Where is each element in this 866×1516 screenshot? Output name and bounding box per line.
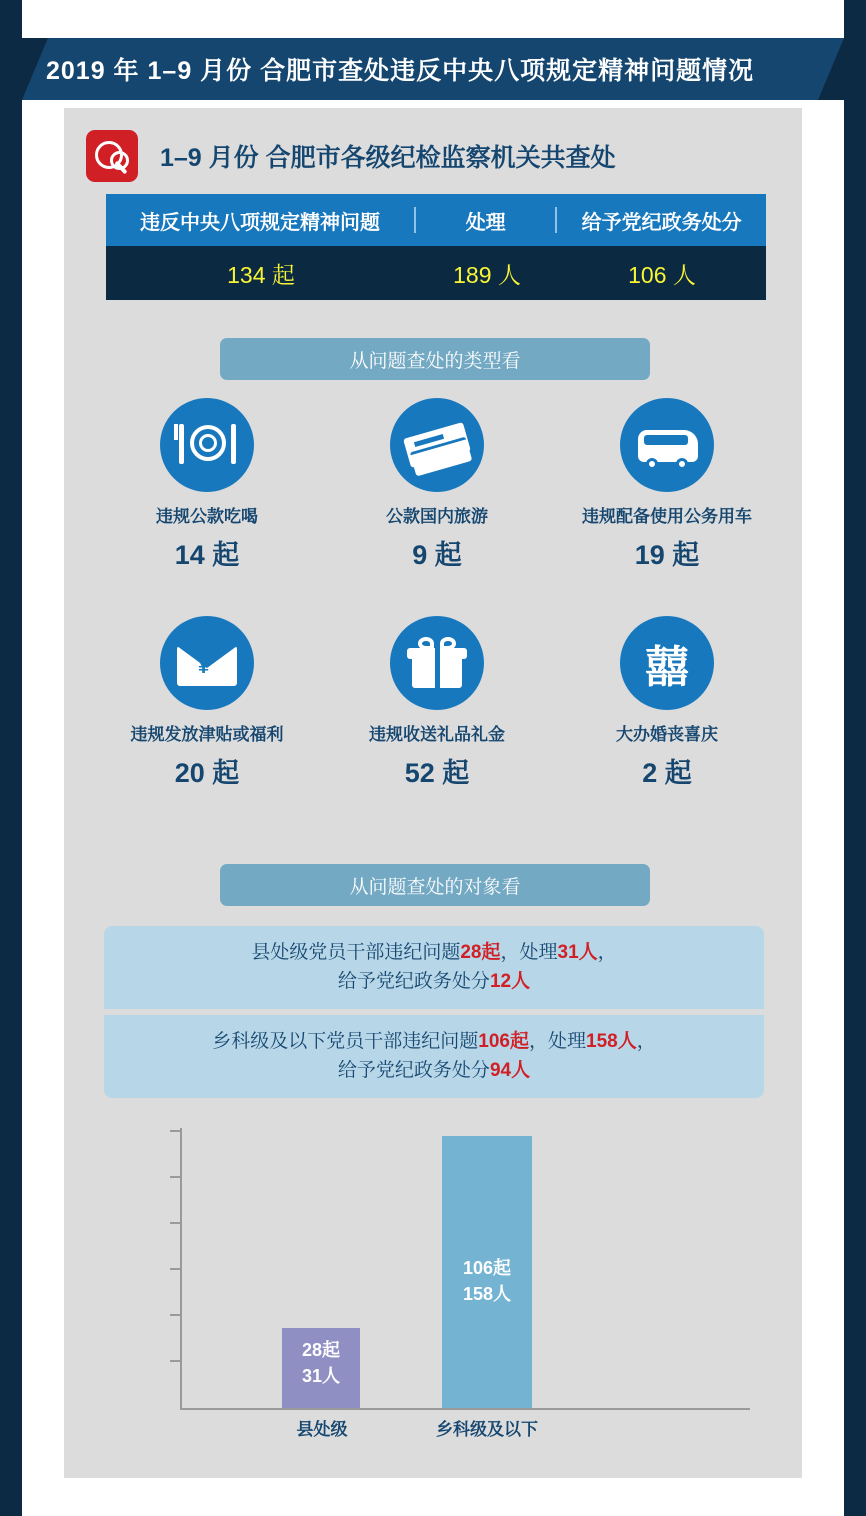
type-label: 违规收送礼品礼金 [369,725,505,744]
type-item-gift [322,616,552,790]
object-text-part: ， [597,942,617,963]
chart-y-tick [170,1130,180,1132]
summary-header-row [106,194,766,246]
chart-bar-value-people: 158人 [462,1284,512,1304]
object-text-part: 乡科级及以下党员干部违纪问题 [212,1031,479,1052]
summary-value-handled: 189 人 [453,261,521,288]
right-rail [844,0,866,1516]
official-vehicle-icon [620,398,714,492]
type-label: 违规发放津贴或福利 [130,725,284,744]
chart-y-tick [170,1176,180,1178]
chart-bar-value-cases: 28起 [301,1340,341,1360]
object-text-part: ，处理 [528,1031,586,1052]
header-corner-right-icon [818,38,844,100]
travel-ticket-icon [390,398,484,492]
chart-y-tick [170,1360,180,1362]
chart-y-axis [180,1128,182,1408]
type-value: 14 起 [174,540,240,570]
object-text-part: 给予党纪政务处分 [337,1060,490,1082]
summary-header-handled: 处理 [465,211,506,234]
object-count-cases: 28起 [460,942,501,963]
magnifier-badge-icon [86,130,138,182]
type-label: 大办婚丧喜庆 [616,725,718,744]
object-count-handled: 158人 [586,1031,637,1052]
type-item-travel [322,398,552,572]
type-value: 9 起 [412,540,462,570]
summary-header-discipline: 给予党纪政务处分 [581,211,742,234]
type-item-subsidy [92,616,322,790]
bar-chart [112,1118,762,1448]
chart-y-tick [170,1222,180,1224]
summary-header-problems: 违反中央八项规定精神问题 [140,211,381,234]
type-label: 公款国内旅游 [386,507,488,526]
dining-icon [160,398,254,492]
envelope-subsidy-icon: ¥ [160,616,254,710]
type-value: 52 起 [404,758,470,788]
chart-bar-value-people: 31人 [301,1366,341,1386]
lead-text: 1–9 月份 合肥市各级纪检监察机关共查处 [160,144,616,172]
object-row-county [104,926,764,1009]
gift-box-icon [390,616,484,710]
left-rail [0,0,22,1516]
type-value: 19 起 [634,540,700,570]
summary-value-problems: 134 起 [227,261,295,288]
chart-x-axis [180,1408,750,1410]
main-panel [64,108,802,1478]
chart-category-township: 乡科级及以下 [436,1420,538,1439]
chart-category-county: 县处级 [296,1420,348,1439]
object-count-discipline: 94人 [489,1060,531,1082]
chart-bar-county [282,1328,360,1408]
object-count-cases: 106起 [478,1031,529,1052]
summary-value-row [106,246,766,300]
chart-y-tick [170,1268,180,1270]
chart-y-tick [170,1314,180,1316]
type-label: 违规公款吃喝 [156,507,258,526]
header-band [22,38,844,100]
double-happiness-icon: 囍 [620,616,714,710]
type-item-wedding [552,616,782,790]
type-grid-row-1 [92,398,782,572]
section-title-type: 从问题查处的类型看 [220,338,650,380]
object-text-part: ， [636,1031,656,1052]
type-item-vehicle [552,398,782,572]
object-text-part: 县处级党员干部违纪问题 [251,942,461,963]
object-count-discipline: 12人 [489,971,531,993]
type-value: 2 起 [642,758,692,788]
page-title: 2019 年 1–9 月份 合肥市查处违反中央八项规定精神问题情况 [46,57,755,85]
chart-bar-township [442,1136,532,1408]
type-value: 20 起 [174,758,240,788]
type-grid-row-2 [92,616,782,790]
chart-bar-value-cases: 106起 [462,1258,512,1278]
summary-value-discipline: 106 人 [628,261,696,288]
section-title-object: 从问题查处的对象看 [220,864,650,906]
lead-row [86,128,786,184]
object-text-part: ，处理 [500,942,558,963]
object-count-handled: 31人 [557,942,598,963]
object-row-township [104,1012,764,1098]
object-text-part: 给予党纪政务处分 [337,971,490,993]
type-label: 违规配备使用公务用车 [582,507,752,526]
type-item-dining [92,398,322,572]
